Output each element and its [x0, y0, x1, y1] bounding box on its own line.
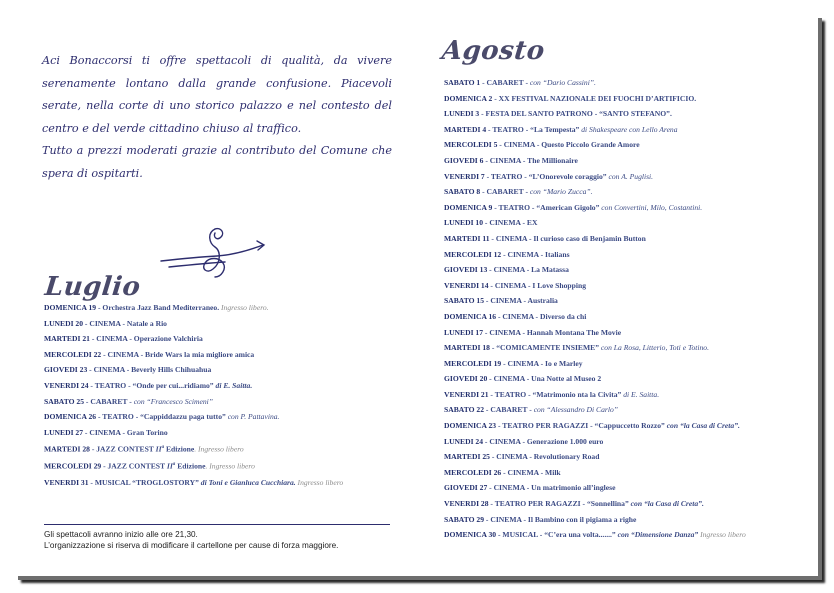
- event-day: DOMENICA 30: [444, 530, 497, 540]
- event-row: [44, 394, 343, 410]
- event-detail: - MUSICAL - “C’era una volta.......”: [496, 530, 618, 540]
- event-day: SABATO 25: [44, 396, 85, 406]
- event-day: VENERDI 24: [44, 380, 89, 390]
- event-row: [44, 378, 343, 394]
- event-row: [444, 340, 746, 356]
- event-detail: - CABARET -: [480, 187, 530, 197]
- event-detail: a: [161, 445, 165, 451]
- event-detail: - “COMICAMENTE INSIEME”: [489, 343, 601, 353]
- event-day: LUNEDI 10: [444, 218, 484, 228]
- event-detail: di Toni e Gianluca Cucchiara.: [200, 477, 298, 487]
- event-day: MARTEDI 25: [444, 452, 490, 462]
- event-row: [444, 527, 746, 543]
- event-day: VENERDI 21: [444, 389, 489, 399]
- event-row: [444, 169, 746, 185]
- event-row: [444, 122, 746, 138]
- event-day: DOMENICA 2: [444, 93, 493, 103]
- event-row: [444, 418, 746, 434]
- agosto-event-list: [444, 75, 746, 543]
- event-day: LUNEDI 27: [44, 427, 84, 437]
- event-day: GIOVEDI 23: [44, 365, 88, 375]
- event-day: MERCOLEDI 29: [44, 462, 102, 471]
- event-day: DOMENICA 19: [44, 303, 97, 312]
- event-day: MERCOLEDI 19: [444, 358, 502, 368]
- event-detail: II: [155, 444, 162, 454]
- event-detail: - CINEMA - Generazione 1.000 euro: [483, 436, 604, 446]
- event-detail: - TEATRO - “Cappiddazzu paga tutto”: [96, 412, 228, 422]
- brochure-sheet: [14, 14, 818, 576]
- event-day: MERCOLEDI 22: [44, 349, 102, 359]
- event-detail: - FESTA DEL SANTO PATRONO - “SANTO STEFANO”.: [479, 109, 672, 119]
- event-day: GIOVEDI 27: [444, 483, 488, 493]
- event-day: SABATO 29: [444, 514, 485, 524]
- event-detail: - TEATRO - “Matrimonio nta la Civita”: [488, 389, 624, 399]
- event-row: [44, 457, 343, 474]
- event-detail: con “Mario Zucca”.: [529, 187, 593, 197]
- event-row: [444, 512, 746, 528]
- event-row: [444, 387, 746, 403]
- footer-notes: [44, 529, 338, 551]
- event-detail: con A. Puglisi.: [608, 171, 654, 181]
- event-detail: . Ingresso libero: [194, 444, 244, 454]
- footer-divider: [44, 524, 390, 525]
- event-row: [444, 309, 746, 325]
- event-day: LUNEDI 3: [444, 109, 480, 119]
- event-detail: con “Dimensione Danza”: [617, 530, 701, 540]
- event-row: [444, 247, 746, 263]
- event-row: [44, 316, 343, 332]
- event-detail: - MUSICAL “TROGLOSTORY”: [88, 477, 201, 487]
- event-row: [44, 409, 343, 425]
- event-detail: - TEATRO - “La Tempesta”: [486, 124, 582, 134]
- event-row: [444, 106, 746, 122]
- event-row: [444, 200, 746, 216]
- event-row: [444, 75, 746, 91]
- event-row: [444, 184, 746, 200]
- event-detail: - CINEMA - Gran Torino: [83, 427, 168, 437]
- event-row: [444, 215, 746, 231]
- event-row: [444, 91, 746, 107]
- intro-paragraph-2: Tutto a prezzi moderati grazie al contributo del Comune che spera di ospitarti.: [42, 144, 392, 180]
- event-row: [444, 449, 746, 465]
- event-detail: di E. Saitta.: [215, 380, 253, 390]
- flourish-ornament-icon: [159, 223, 269, 283]
- event-day: VENERDI 14: [444, 280, 489, 290]
- event-day: GIOVEDI 13: [444, 265, 488, 275]
- event-day: GIOVEDI 6: [444, 155, 484, 165]
- event-detail: - CINEMA - Natale a Rio: [83, 318, 167, 328]
- event-row: [444, 293, 746, 309]
- footer-disclaimer: L’organizzazione si riserva di modificare il cartellone per cause di forza maggiore.: [44, 541, 339, 550]
- event-detail: - JAZZ CONTEST: [89, 444, 156, 454]
- event-day: DOMENICA 9: [444, 202, 493, 212]
- event-detail: a: [172, 462, 176, 468]
- event-detail: - CINEMA - Bride Wars la mia migliore amica: [101, 349, 255, 359]
- event-detail: - CABARET -: [480, 78, 530, 87]
- event-row: [44, 331, 343, 347]
- event-detail: con “Francesco Scimeni”: [133, 396, 213, 406]
- event-day: SABATO 8: [444, 187, 481, 197]
- event-row: [444, 496, 746, 512]
- event-detail: con “Dario Cassini”.: [529, 78, 596, 87]
- event-detail: - CINEMA - La Matassa: [487, 265, 569, 275]
- event-detail: - CINEMA - Milk: [501, 467, 561, 477]
- event-row: [444, 434, 746, 450]
- luglio-heading: Luglio: [43, 272, 143, 302]
- event-detail: - CABARET -: [484, 405, 534, 415]
- event-detail: - CINEMA - Io e Marley: [501, 358, 583, 368]
- event-detail: II: [166, 462, 173, 471]
- event-detail: - CINEMA - Australia: [484, 296, 558, 306]
- event-detail: - CINEMA - Diverso da chi: [496, 311, 587, 321]
- event-day: MERCOLEDI 26: [444, 467, 502, 477]
- event-row: [444, 465, 746, 481]
- event-row: [444, 278, 746, 294]
- event-detail: Ingresso libero: [700, 530, 746, 540]
- event-row: [444, 325, 746, 341]
- intro-paragraph-1: Aci Bonaccorsi ti offre spettacoli di qualità, da vivere serenamente lontano dalla grande confusione. Piacevoli serate, nella corte di uno storico palazzo e nel contesto del centro e del verde cittadino chiuso al traffico.: [42, 54, 392, 135]
- event-day: GIOVEDI 20: [444, 374, 488, 384]
- event-day: SABATO 15: [444, 296, 485, 306]
- event-day: LUNEDI 20: [44, 318, 84, 328]
- event-day: MARTEDI 28: [44, 444, 90, 454]
- event-detail: - TEATRO PER RAGAZZI - “Cappuccetto Rozzo”: [496, 421, 667, 431]
- event-row: [444, 153, 746, 169]
- event-detail: - CINEMA - Beverly Hills Chihuahua: [87, 365, 212, 375]
- event-row: [44, 425, 343, 441]
- event-detail: con Convertini, Milo, Costantini.: [601, 202, 703, 212]
- event-day: DOMENICA 16: [444, 311, 497, 321]
- event-day: MERCOLEDI 12: [444, 249, 502, 259]
- event-detail: Ingresso libero: [297, 477, 344, 487]
- event-day: VENERDI 7: [444, 171, 485, 181]
- event-detail: con “la Casa di Creta”.: [630, 499, 704, 509]
- event-day: MARTEDI 11: [444, 233, 490, 243]
- event-row: [444, 137, 746, 153]
- event-row: [44, 347, 343, 363]
- event-detail: - Orchestra Jazz Band Mediterraneo.: [96, 303, 222, 312]
- intro-text: [42, 50, 392, 185]
- event-detail: di E. Saitta.: [623, 389, 660, 399]
- agosto-heading: Agosto: [440, 36, 547, 66]
- event-day: LUNEDI 24: [444, 436, 484, 446]
- event-row: [44, 362, 343, 378]
- event-row: [444, 480, 746, 496]
- event-detail: - JAZZ CONTEST: [101, 462, 167, 471]
- event-detail: - CINEMA - Il Bambino con il pigiama a righe: [484, 514, 637, 524]
- event-detail: - CINEMA - Hannah Montana The Movie: [483, 327, 622, 337]
- event-row: [444, 356, 746, 372]
- event-detail: - TEATRO - “American Gigolo”: [492, 202, 602, 212]
- event-detail: - CINEMA - Revolutionary Road: [489, 452, 600, 462]
- event-detail: con “Alessandro Di Carlo”: [533, 405, 619, 415]
- event-row: [444, 371, 746, 387]
- event-detail: - CINEMA - I Love Shopping: [488, 280, 586, 290]
- event-day: SABATO 22: [444, 405, 485, 415]
- event-detail: con P. Pattavina.: [227, 412, 280, 422]
- event-detail: - TEATRO PER RAGAZZI - “Sonnellina”: [488, 499, 631, 509]
- event-day: VENERDI 31: [44, 477, 89, 487]
- event-detail: con La Rosa, Litterio, Toti e Totino.: [600, 343, 709, 353]
- event-day: DOMENICA 26: [44, 412, 97, 422]
- event-detail: con “la Casa di Creta”.: [666, 421, 740, 431]
- event-detail: - CINEMA - The Millionaire: [483, 155, 578, 165]
- event-detail: - CINEMA - EX: [483, 218, 538, 228]
- event-detail: - CINEMA - Italians: [501, 249, 570, 259]
- event-detail: Edizione: [175, 462, 206, 471]
- event-day: VENERDI 28: [444, 499, 489, 509]
- event-detail: - CINEMA - Questo Piccolo Grande Amore: [497, 140, 640, 150]
- event-row: [444, 262, 746, 278]
- event-detail: - XX FESTIVAL NAZIONALE DEI FUOCHI D’ARTIFICIO.: [492, 93, 697, 103]
- footer-start-time: Gli spettacoli avranno inizio alle ore 21,30.: [44, 530, 198, 539]
- event-detail: - CINEMA - Il curioso caso di Benjamin Button: [489, 233, 646, 243]
- event-day: MERCOLEDI 5: [444, 140, 498, 150]
- event-day: LUNEDI 17: [444, 327, 484, 337]
- event-day: SABATO 1: [444, 78, 481, 87]
- event-detail: Ingresso libero.: [221, 303, 269, 312]
- luglio-event-list: [44, 300, 343, 490]
- event-detail: - CINEMA - Una Notte al Museo 2: [487, 374, 602, 384]
- event-detail: - CABARET -: [84, 396, 134, 406]
- event-row: [444, 231, 746, 247]
- intro-block: [42, 50, 392, 185]
- event-detail: - CINEMA - Un matrimonio all’inglese: [487, 483, 616, 493]
- event-row: [44, 475, 343, 491]
- event-row: [44, 300, 343, 316]
- event-detail: . Ingresso libero: [205, 462, 255, 471]
- event-detail: - CINEMA - Operazione Valchiria: [89, 334, 203, 344]
- event-day: MARTEDI 18: [444, 343, 490, 353]
- event-row: [44, 440, 343, 457]
- event-day: MARTEDI 21: [44, 334, 90, 344]
- event-detail: - TEATRO - “Onde per cui...ridiamo”: [88, 380, 216, 390]
- event-day: MARTEDI 4: [444, 124, 487, 134]
- event-detail: Edizione: [164, 444, 195, 454]
- event-day: DOMENICA 23: [444, 421, 497, 431]
- event-row: [444, 402, 746, 418]
- event-detail: di Shakespeare con Lello Arena: [581, 124, 678, 134]
- event-detail: - TEATRO - “L’Onorevole coraggio”: [484, 171, 609, 181]
